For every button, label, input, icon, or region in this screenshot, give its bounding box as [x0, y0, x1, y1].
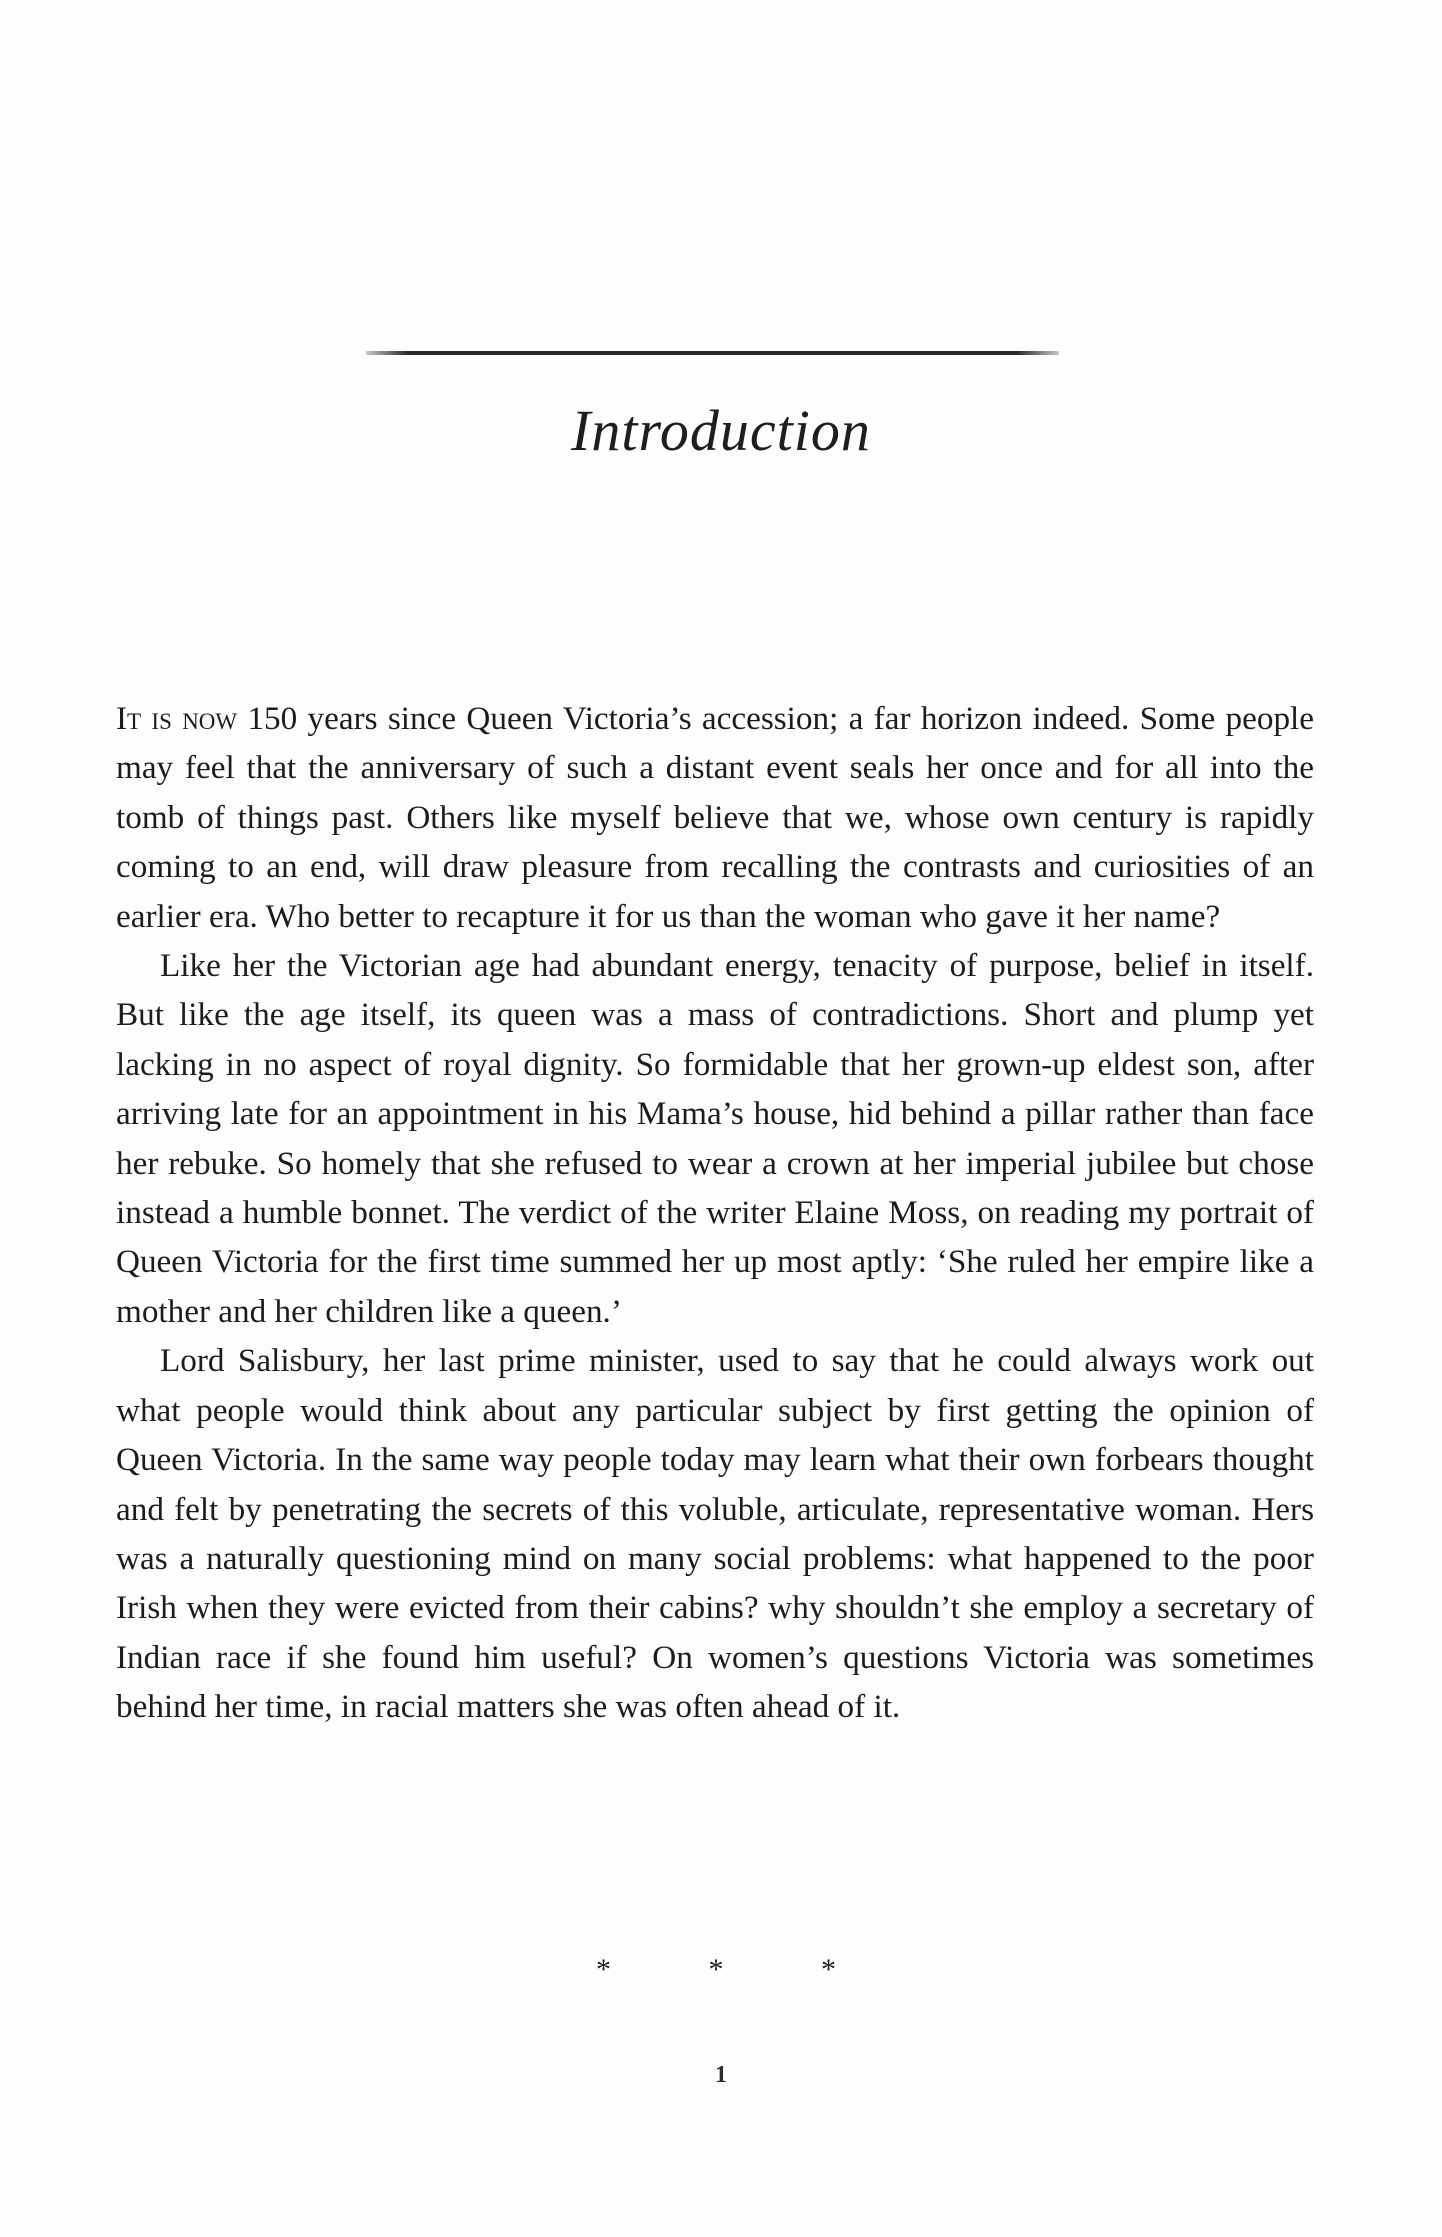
- section-break-asterisk: *: [596, 1953, 611, 1986]
- paragraph-1: [116, 694, 1314, 941]
- opening-small-caps: It is now: [116, 700, 238, 737]
- section-break: [596, 1953, 836, 1987]
- page-number: 1: [715, 2062, 727, 2088]
- paragraph-1-text: 150 years since Queen Victoria’s accession; a far horizon indeed. Some people may feel that the anniversary of such a distant event seals her once and for all into the tomb of things past. Others like myself believe that we, whose own century is rapidly coming to an end, will draw pleasure from recalling the contrasts and curiosities of an earlier era. Who better to recapture it for us than the woman who gave it her name?: [116, 700, 1314, 935]
- paragraph-2: Like her the Victorian age had abundant energy, tenacity of purpose, belief in itself. But like the age itself, its queen was a mass of contradictions. Short and plump yet lacking in no aspect of royal dignity. So formidable that her grown-up eldest son, after arriving late for an appointment in his Mama’s house, hid behind a pillar rather than face her rebuke. So homely that she refused to wear a crown at her imperial jubilee but chose instead a humble bonnet. The verdict of the writer Elaine Moss, on reading my portrait of Queen Victoria for the first time summed her up most aptly: ‘She ruled her empire like a mother and her children like a queen.’: [116, 947, 1314, 1330]
- paragraph-3: Lord Salisbury, her last prime minister, used to say that he could always work out what people would think about any particular subject by first getting the opinion of Queen Victoria. In the same way people today may learn what their own forbears thought and felt by penetrating the secrets of this voluble, articulate, representative woman. Hers was a naturally questioning mind on many social problems: what happened to the poor Irish when they were evicted from their cabins? why shouldn’t she employ a secretary of Indian race if she found him useful? On women’s questions Victoria was sometimes behind her time, in racial matters she was often ahead of it.: [116, 1342, 1314, 1726]
- section-break-asterisk: *: [708, 1953, 724, 1986]
- chapter-body: [116, 694, 1314, 1732]
- section-break-asterisk: *: [821, 1953, 836, 1986]
- chapter-title: Introduction: [571, 398, 871, 463]
- chapter-rule: [366, 351, 1059, 355]
